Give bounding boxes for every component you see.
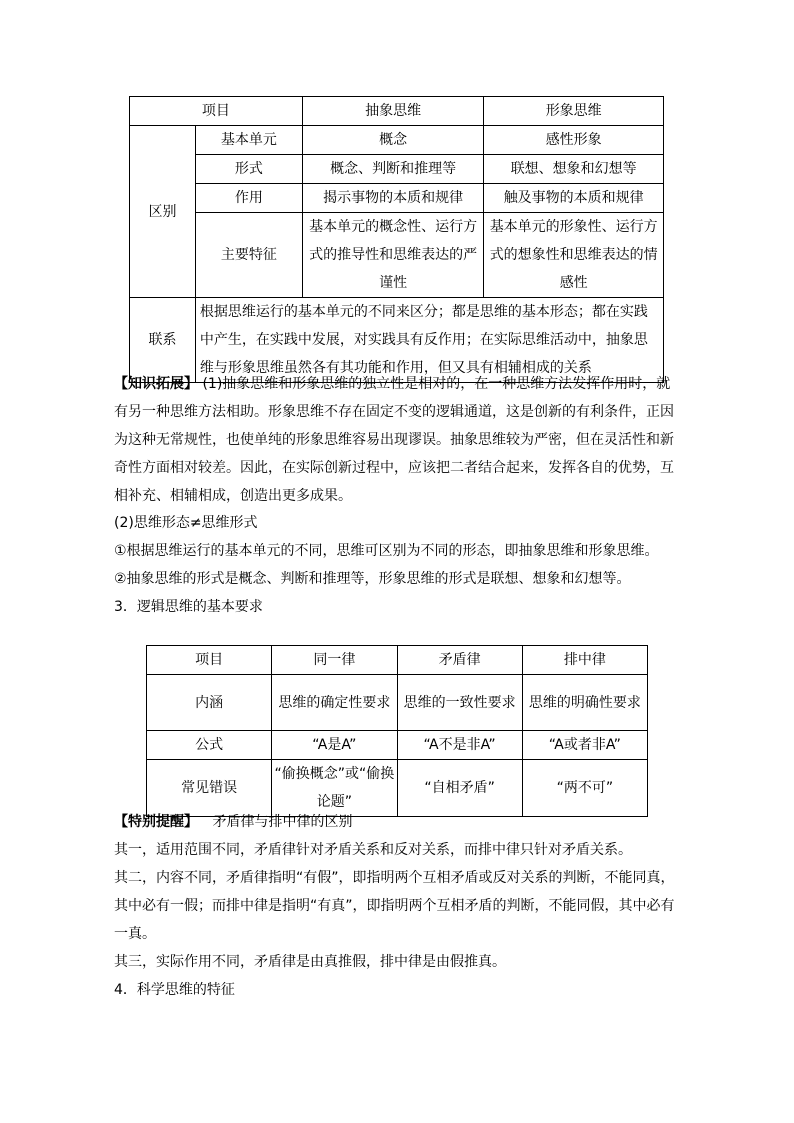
header-excluded-middle: 排中律	[522, 646, 647, 675]
cell: “两不可”	[522, 760, 647, 817]
row-label: 作用	[195, 184, 302, 213]
cell: 联想、想象和幻想等	[484, 155, 664, 184]
cell: “A不是非A”	[397, 731, 522, 760]
reminder-heading: 矛盾律与排中律的区别	[212, 814, 353, 830]
cell: “自相矛盾”	[397, 760, 522, 817]
extension-point-3: ①根据思维运行的基本单元的不同，思维可区别为不同的形态，即抽象思维和形象思维。	[114, 543, 659, 559]
row-label: 主要特征	[195, 213, 302, 298]
knowledge-extension	[114, 370, 678, 510]
logic-laws-table	[146, 645, 648, 817]
cell: “A或者非A”	[522, 731, 647, 760]
reminder-point-3: 其三，实际作用不同，矛盾律是由真推假，排中律是由假推真。	[114, 954, 506, 970]
cell: 概念、判断和推理等	[302, 155, 484, 184]
link-label: 联系	[130, 298, 196, 383]
section-3-heading: 3．逻辑思维的基本要求	[114, 599, 263, 615]
row-label: 公式	[147, 731, 272, 760]
header-abstract: 抽象思维	[302, 97, 484, 126]
cell: 触及事物的本质和规律	[484, 184, 664, 213]
row-label: 常见错误	[147, 760, 272, 817]
header-item: 项目	[130, 97, 303, 126]
cell: 概念	[302, 126, 484, 155]
reminder-point-1: 其一，适用范围不同，矛盾律针对矛盾关系和反对关系，而排中律只针对矛盾关系。	[114, 842, 632, 858]
header-item: 项目	[147, 646, 272, 675]
cell: 思维的一致性要求	[397, 675, 522, 731]
extension-paragraph: (1)抽象思维和形象思维的独立性是相对的，在一种思维方法发挥作用时，就有另一种思维方法相助。形象思维不存在固定不变的逻辑通道，这是创新的有利条件，正因为这种无常规性，也使单纯的形象思维容易出现谬误。抽象思维较为严密，但在灵活性和新奇性方面相对较差。因此，在实际创新过程中，应该把二者结合起来，发挥各自的优势，互相补充、相辅相成，创造出更多成果。	[114, 376, 674, 504]
group-label-difference: 区别	[130, 126, 196, 298]
extension-point-2: (2)思维形态≠思维形式	[114, 515, 258, 531]
extension-title: 【知识拓展】	[114, 376, 198, 392]
reminder-title: 【特别提醒】	[114, 814, 198, 830]
header-identity: 同一律	[272, 646, 397, 675]
cell: “偷换概念”或“偷换论题”	[272, 760, 397, 817]
cell: 思维的明确性要求	[522, 675, 647, 731]
cell: 基本单元的概念性、运行方式的推导性和思维表达的严谨性	[302, 213, 484, 298]
cell: 揭示事物的本质和规律	[302, 184, 484, 213]
thinking-comparison-table	[129, 96, 664, 383]
extension-point-4: ②抽象思维的形式是概念、判断和推理等，形象思维的形式是联想、想象和幻想等。	[114, 571, 631, 587]
row-label: 形式	[195, 155, 302, 184]
section-4-heading: 4．科学思维的特征	[114, 982, 235, 998]
row-label: 基本单元	[195, 126, 302, 155]
cell: 思维的确定性要求	[272, 675, 397, 731]
header-image: 形象思维	[484, 97, 664, 126]
row-label: 内涵	[147, 675, 272, 731]
cell: “A是A”	[272, 731, 397, 760]
reminder-point-2: 其二，内容不同，矛盾律指明“有假”，即指明两个互相矛盾或反对关系的判断，不能同真，其中必有一假；而排中律是指明“有真”，即指明两个互相矛盾的判断，不能同假，其中必有一真。	[114, 870, 675, 942]
cell: 基本单元的形象性、运行方式的想象性和思维表达的情感性	[484, 213, 664, 298]
header-contradiction: 矛盾律	[397, 646, 522, 675]
link-text: 根据思维运行的基本单元的不同来区分；都是思维的基本形态；都在实践中产生，在实践中发展，对实践具有反作用；在实际思维活动中，抽象思维与形象思维虽然各有其功能和作用，但又具有相辅相成的关系	[195, 298, 663, 383]
cell: 感性形象	[484, 126, 664, 155]
special-reminder	[114, 808, 678, 836]
